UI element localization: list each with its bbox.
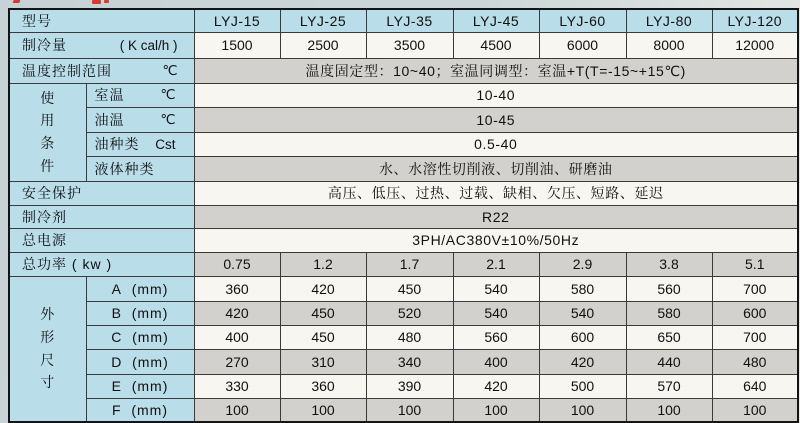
row-label: 室温 <box>94 87 125 103</box>
value-cell: 100 <box>712 398 798 422</box>
value-cell: 100 <box>453 398 539 422</box>
value-cell: 5.1 <box>712 252 798 276</box>
value-cell: 700 <box>712 276 798 301</box>
merged-value-cell: 高压、低压、过热、过载、缺相、欠压、短路、延迟 <box>194 181 798 205</box>
dimension-label-cell: D (mm) <box>86 349 194 374</box>
row-label: 制冷量 <box>22 37 67 53</box>
value-cell: 700 <box>712 325 798 349</box>
row-label-cell <box>86 132 194 156</box>
row-label-cell <box>9 32 194 58</box>
merged-value-cell: 10-45 <box>194 107 798 132</box>
value-cell: 580 <box>539 276 626 301</box>
merged-value-cell: 0.5-40 <box>194 132 798 156</box>
dimension-label-cell: B (mm) <box>86 301 194 325</box>
value-cell: 600 <box>539 325 626 349</box>
row-label: 安全保护 <box>22 185 82 201</box>
model-header-cell: LYJ-15 <box>194 9 280 32</box>
merged-value-cell: 3PH/AC380V±10%/50Hz <box>194 228 798 252</box>
table-row <box>9 181 798 205</box>
value-cell: 3500 <box>366 32 453 58</box>
value-cell: 600 <box>712 301 798 325</box>
group-label-cell: 使 用 条 件 <box>9 83 86 181</box>
row-unit: ℃ <box>160 111 176 127</box>
value-cell: 520 <box>366 301 453 325</box>
value-cell: 540 <box>539 301 626 325</box>
value-cell: 450 <box>366 276 453 301</box>
spec-table <box>8 8 799 423</box>
table-row <box>9 107 798 132</box>
value-cell: 570 <box>626 374 712 398</box>
value-cell: 580 <box>626 301 712 325</box>
value-cell: 450 <box>280 301 366 325</box>
table-row <box>9 301 798 325</box>
row-label-cell <box>9 9 194 32</box>
value-cell: 420 <box>539 349 626 374</box>
row-label-cell <box>9 228 194 252</box>
row-unit: Cst <box>155 136 176 152</box>
merged-value-cell: R22 <box>194 205 798 228</box>
value-cell: 100 <box>626 398 712 422</box>
value-cell: 560 <box>453 325 539 349</box>
row-label: 油温 <box>94 111 125 128</box>
table-row <box>9 32 798 58</box>
model-header-cell: LYJ-35 <box>366 9 453 32</box>
table-row <box>9 156 798 181</box>
table-row <box>9 349 798 374</box>
red-mark <box>92 0 101 4</box>
value-cell: 100 <box>539 398 626 422</box>
value-cell: 390 <box>366 374 453 398</box>
value-cell: 400 <box>453 349 539 374</box>
value-cell: 310 <box>280 349 366 374</box>
row-unit: ℃ <box>160 87 176 102</box>
value-cell: 500 <box>539 374 626 398</box>
row-label: 制冷剂 <box>22 208 67 225</box>
table-row <box>9 58 798 83</box>
value-cell: 100 <box>280 398 366 422</box>
value-cell: 1.7 <box>366 252 453 276</box>
value-cell: 2.1 <box>453 252 539 276</box>
value-cell: 480 <box>712 349 798 374</box>
row-label: 温度控制范围 <box>22 62 112 79</box>
value-cell: 0.75 <box>194 252 280 276</box>
value-cell: 440 <box>626 349 712 374</box>
row-label: 油种类 <box>94 136 140 152</box>
dimension-label-cell: F (mm) <box>86 398 194 422</box>
value-cell: 3.8 <box>626 252 712 276</box>
red-mark <box>12 0 20 3</box>
table-row <box>9 9 798 32</box>
row-label-cell <box>9 252 194 276</box>
table-row <box>9 398 798 422</box>
row-label-cell <box>86 83 194 107</box>
model-header-cell: LYJ-25 <box>280 9 366 32</box>
value-cell: 420 <box>194 301 280 325</box>
row-label-cell <box>9 181 194 205</box>
value-cell: 420 <box>280 276 366 301</box>
model-header-cell: LYJ-60 <box>539 9 626 32</box>
value-cell: 420 <box>453 374 539 398</box>
row-label: 总电源 <box>22 232 67 248</box>
value-cell: 640 <box>712 374 798 398</box>
value-cell: 560 <box>626 276 712 301</box>
model-header-cell: LYJ-45 <box>453 9 539 32</box>
dimension-label-cell: A (mm) <box>86 276 194 301</box>
table-row <box>9 325 798 349</box>
model-header-cell: LYJ-80 <box>626 9 712 32</box>
value-cell: 4500 <box>453 32 539 58</box>
merged-value-cell: 10-40 <box>194 83 798 107</box>
value-cell: 480 <box>366 325 453 349</box>
value-cell: 540 <box>453 276 539 301</box>
model-header-cell: LYJ-120 <box>712 9 798 32</box>
table-row <box>9 374 798 398</box>
group-label-cell: 外 形 尺 寸 <box>9 276 86 422</box>
value-cell: 270 <box>194 349 280 374</box>
row-label-cell <box>86 107 194 132</box>
value-cell: 6000 <box>539 32 626 58</box>
value-cell: 540 <box>453 301 539 325</box>
table-row <box>9 228 798 252</box>
merged-value-cell: 水、水溶性切削液、切削油、研磨油 <box>194 156 798 181</box>
table-row <box>9 205 798 228</box>
value-cell: 360 <box>194 276 280 301</box>
table-row <box>9 276 798 301</box>
row-label: 液体种类 <box>94 160 155 177</box>
value-cell: 100 <box>194 398 280 422</box>
row-label: 型号 <box>22 12 52 29</box>
row-label-cell <box>9 205 194 228</box>
value-cell: 1.2 <box>280 252 366 276</box>
table-row <box>9 83 798 107</box>
row-unit: ℃ <box>162 62 178 78</box>
value-cell: 450 <box>280 325 366 349</box>
dimension-label-cell: E (mm) <box>86 374 194 398</box>
value-cell: 400 <box>194 325 280 349</box>
value-cell: 12000 <box>712 32 798 58</box>
value-cell: 650 <box>626 325 712 349</box>
dimension-label-cell: C (mm) <box>86 325 194 349</box>
table-row <box>9 252 798 276</box>
value-cell: 2.9 <box>539 252 626 276</box>
row-label-cell <box>86 156 194 181</box>
row-unit: ( K cal/h ) <box>119 37 178 53</box>
value-cell: 1500 <box>194 32 280 58</box>
value-cell: 8000 <box>626 32 712 58</box>
value-cell: 100 <box>366 398 453 422</box>
value-cell: 360 <box>280 374 366 398</box>
table-row <box>9 132 798 156</box>
row-label: 总功率 ( kw ) <box>22 256 113 272</box>
value-cell: 340 <box>366 349 453 374</box>
row-label-cell <box>9 58 194 83</box>
value-cell: 330 <box>194 374 280 398</box>
spec-table-body <box>9 9 798 422</box>
value-cell: 2500 <box>280 32 366 58</box>
red-mark <box>104 0 109 3</box>
merged-value-cell: 温度固定型：10~40；室温同调型：室温+T(T=-15~+15℃) <box>194 58 798 83</box>
